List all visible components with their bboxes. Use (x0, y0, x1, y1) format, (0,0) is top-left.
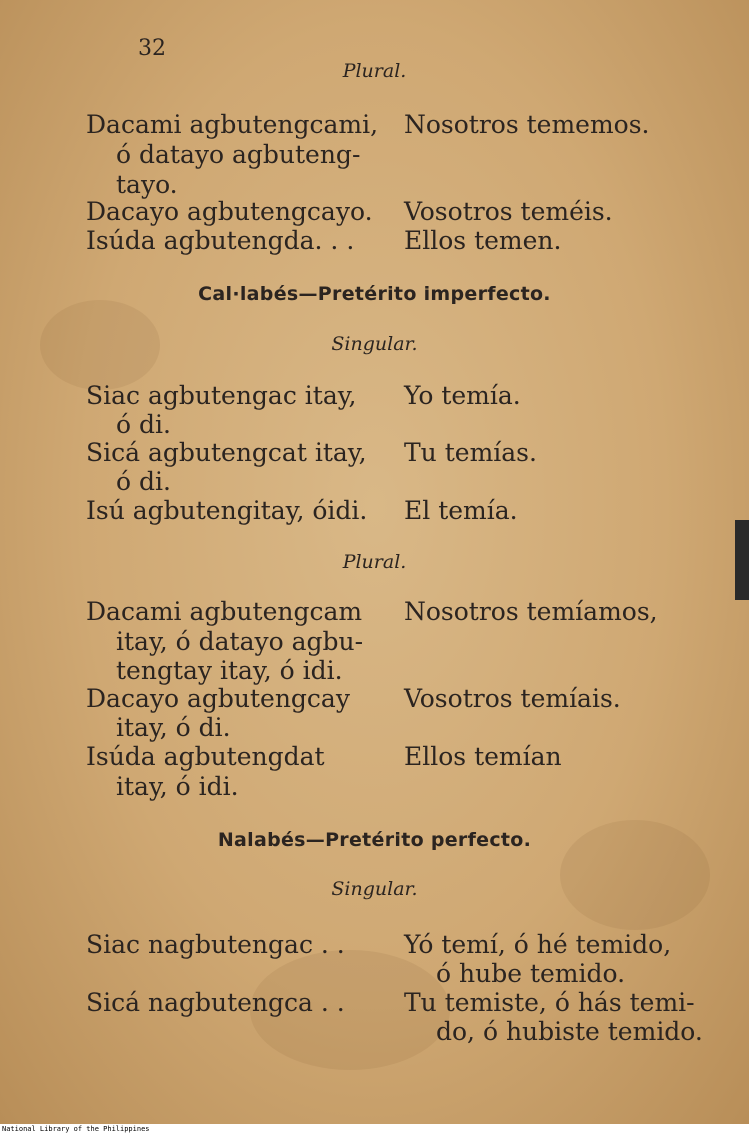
singular-heading: Singular. (331, 333, 418, 355)
singular-heading: Singular. (331, 878, 418, 900)
section-heading: Nalabés—Pretérito perfecto. (217, 829, 532, 851)
translation-line: Vosotros temíais. (404, 684, 621, 713)
translation-line: El temía. (404, 496, 518, 525)
verb-form-line: Dacami agbutengcami, (86, 110, 379, 139)
verb-form-line: Siac nagbutengac . . (86, 930, 345, 959)
translation-line: do, ó hubiste temido. (436, 1017, 703, 1046)
translation-line: Nosotros temíamos, (404, 597, 658, 626)
verb-form-line: Dacami agbutengcam (86, 597, 363, 626)
verb-form-line: itay, ó di. (116, 713, 231, 742)
verb-form-line: ó di. (116, 410, 171, 439)
verb-form-line: itay, ó idi. (116, 772, 239, 801)
plural-heading: Plural. (342, 551, 407, 573)
verb-form-line: Dacayo agbutengcay (86, 684, 350, 713)
verb-form-line: Sicá nagbutengca . . (86, 988, 345, 1017)
section-heading: Cal·labés—Pretérito imperfecto. (198, 283, 551, 305)
translation-line: Tu temías. (404, 438, 537, 467)
translation-line: Yó temí, ó hé temido, (404, 930, 672, 959)
verb-form-line: itay, ó datayo agbu- (116, 627, 364, 656)
translation-line: Yo temía. (404, 381, 521, 410)
verb-form-line: Siac agbutengac itay, (86, 381, 357, 410)
verb-form-line: Sicá agbutengcat itay, (86, 438, 367, 467)
translation-line: Vosotros teméis. (404, 197, 613, 226)
verb-form-line: Isú agbutengitay, óidi. (86, 496, 368, 525)
verb-form-line: Isúda agbutengdat (86, 742, 325, 771)
verb-form-line: ó di. (116, 467, 171, 496)
translation-line: ó hube temido. (436, 959, 626, 988)
library-credit: National Library of the Philippines (2, 1125, 150, 1133)
translation-line: Tu temiste, ó hás temi- (404, 988, 695, 1017)
page-number: 32 (138, 36, 166, 61)
translation-line: Ellos temían (404, 742, 562, 771)
verb-form-line: tayo. (116, 170, 178, 199)
verb-form-line: Dacayo agbutengcayo. (86, 197, 373, 226)
plural-heading: Plural. (342, 60, 407, 82)
verb-form-line: Isúda agbutengda. . . (86, 226, 355, 255)
verb-form-line: tengtay itay, ó idi. (116, 656, 343, 685)
verb-form-line: ó datayo agbuteng- (116, 140, 361, 169)
translation-line: Nosotros tememos. (404, 110, 650, 139)
translation-line: Ellos temen. (404, 226, 562, 255)
